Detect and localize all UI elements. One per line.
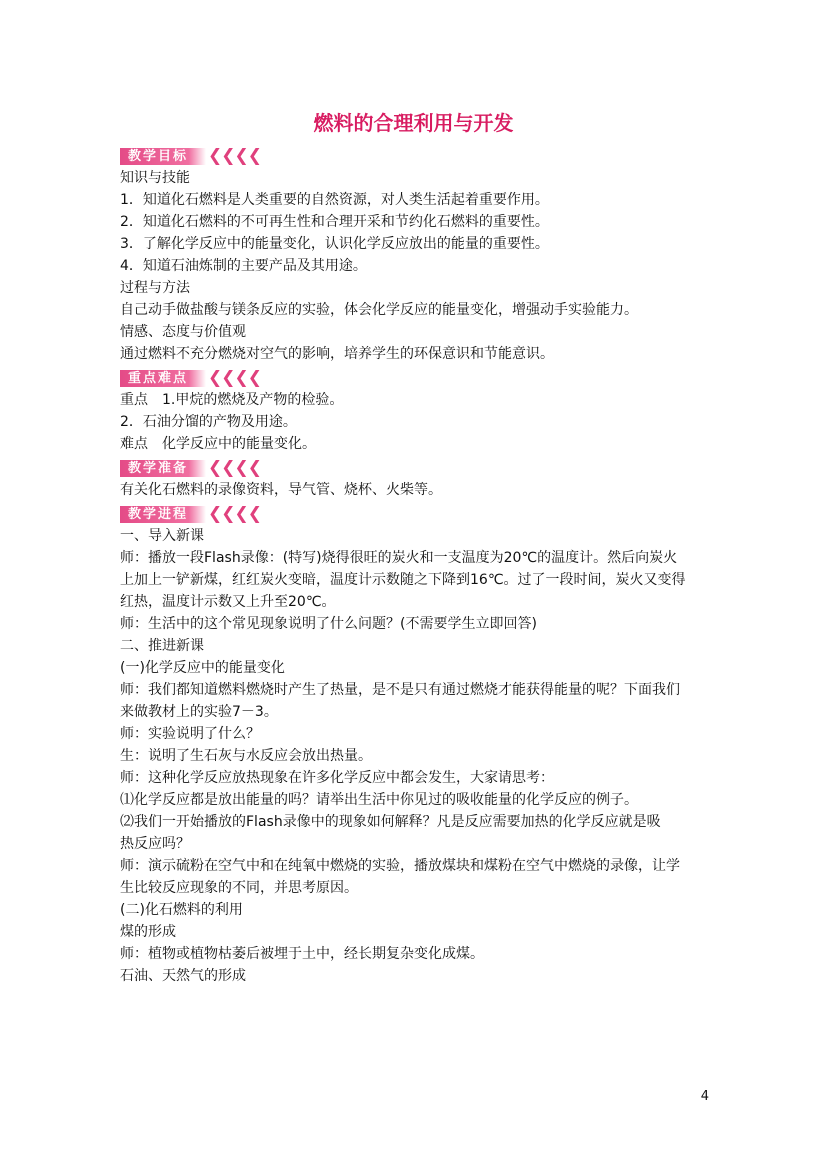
- process-line: 师：这种化学反应放热现象在许多化学反应中都会发生，大家请思考：: [120, 770, 554, 786]
- chevrons-icon: ❮❮❮❮: [208, 368, 261, 388]
- preparation-text: 有关化石燃料的录像资料，导气管、烧杯、火柴等。: [120, 482, 442, 498]
- page-number: 4: [700, 1089, 709, 1104]
- section-label-key-points: 重点难点: [120, 370, 206, 387]
- process-line: ⑴化学反应都是放出能量的吗？请举出生活中你见过的吸收能量的化学反应的例子。: [120, 792, 638, 808]
- page-title: 燃料的合理利用与开发: [313, 111, 514, 135]
- chevrons-icon: ❮❮❮❮: [208, 458, 261, 478]
- process-line: 一、导入新课: [120, 528, 204, 544]
- process-line: 生：说明了生石灰与水反应会放出热量。: [120, 748, 372, 764]
- section-banner-preparation: [120, 458, 712, 478]
- process-line: 热反应吗？: [120, 836, 190, 852]
- goals-attitude-text: 通过燃料不充分燃烧对空气的影响，培养学生的环保意识和节能意识。: [120, 346, 554, 362]
- process-line: (一)化学反应中的能量变化: [120, 660, 285, 676]
- process-line: (二)化石燃料的利用: [120, 902, 243, 918]
- goals-heading-process: 过程与方法: [120, 280, 190, 296]
- section-label-process: 教学进程: [120, 506, 206, 523]
- process-line: 二、推进新课: [120, 638, 204, 654]
- chevrons-icon: ❮❮❮❮: [208, 146, 261, 166]
- process-line: 师：植物或植物枯萎后被埋于土中，经长期复杂变化成煤。: [120, 946, 484, 962]
- document-body: [120, 143, 712, 987]
- process-line: 生比较反应现象的不同，并思考原因。: [120, 880, 358, 896]
- section-banner-process: [120, 504, 712, 524]
- process-line: 煤的形成: [120, 924, 176, 940]
- goals-heading-attitude: 情感、态度与价值观: [120, 324, 246, 340]
- goals-heading-knowledge: 知识与技能: [120, 170, 190, 186]
- process-line: 师：实验说明了什么？: [120, 726, 260, 742]
- key-point-2: 2．石油分馏的产物及用途。: [120, 414, 297, 430]
- goals-item-3: 3．了解化学反应中的能量变化，认识化学反应放出的能量的重要性。: [120, 236, 549, 252]
- process-line: 师：生活中的这个常见现象说明了什么问题？(不需要学生立即回答): [120, 616, 537, 632]
- goals-item-4: 4．知道石油炼制的主要产品及其用途。: [120, 258, 367, 274]
- goals-item-2: 2．知道化石燃料的不可再生性和合理开采和节约化石燃料的重要性。: [120, 214, 549, 230]
- process-line: 师：我们都知道燃料燃烧时产生了热量，是不是只有通过燃烧才能获得能量的呢？下面我们: [120, 682, 680, 698]
- process-line: 师：演示硫粉在空气中和在纯氧中燃烧的实验，播放煤块和煤粉在空气中燃烧的录像，让学: [120, 858, 680, 874]
- goals-process-text: 自己动手做盐酸与镁条反应的实验，体会化学反应的能量变化，增强动手实验能力。: [120, 302, 638, 318]
- chevrons-icon: ❮❮❮❮: [208, 504, 261, 524]
- section-label-preparation: 教学准备: [120, 460, 206, 477]
- section-banner-goals: [120, 146, 712, 166]
- process-line: 石油、天然气的形成: [120, 968, 246, 984]
- section-banner-key-points: [120, 368, 712, 388]
- difficulty-point: 难点 化学反应中的能量变化。: [120, 436, 316, 452]
- process-line: 师：播放一段Flash录像：(特写)烧得很旺的炭火和一支温度为20℃的温度计。然后向炭火: [120, 550, 678, 566]
- goals-item-1: 1．知道化石燃料是人类重要的自然资源，对人类生活起着重要作用。: [120, 192, 549, 208]
- process-line: ⑵我们一开始播放的Flash录像中的现象如何解释？凡是反应需要加热的化学反应就是吸: [120, 814, 661, 830]
- process-line: 上加上一铲新煤，红红炭火变暗，温度计示数随之下降到16℃。过了一段时间，炭火又变得: [120, 572, 686, 588]
- key-point-1: 重点 1.甲烷的燃烧及产物的检验。: [120, 392, 344, 408]
- process-line: 红热，温度计示数又上升至20℃。: [120, 594, 336, 610]
- process-line: 来做教材上的实验7－3。: [120, 704, 278, 720]
- section-label-goals: 教学目标: [120, 148, 206, 165]
